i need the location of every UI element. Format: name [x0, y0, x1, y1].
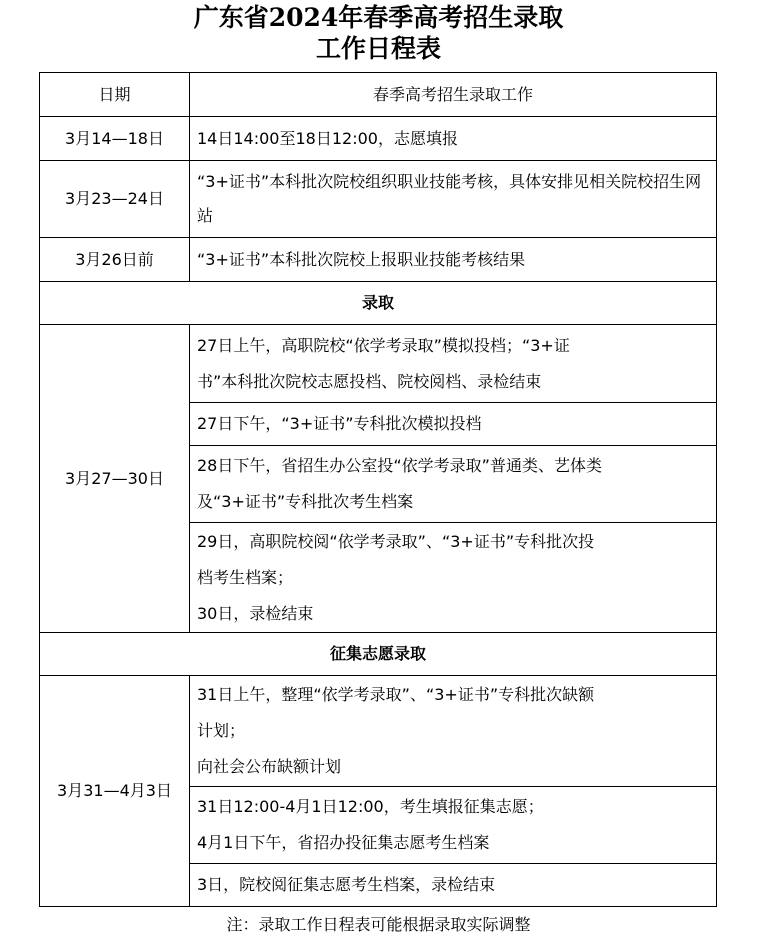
row-work — [190, 523, 717, 633]
row-work: 14日14:00至18日12:00，志愿填报 — [190, 117, 717, 161]
header-date: 日期 — [40, 73, 190, 117]
work-line: 29日，高职院校阅“依学考录取”、“3+证书”专科批次投 — [197, 531, 595, 551]
work-line: 3日，院校阅征集志愿考生档案，录检结束 — [197, 875, 496, 894]
work-line: 31日12:00-4月1日12:00，考生填报征集志愿； — [197, 797, 544, 816]
header-work: 春季高考招生录取工作 — [190, 73, 717, 117]
work-line: 4月1日下午，省招办投征集志愿考生档案 — [197, 833, 490, 852]
work-line: 31日上午，整理“依学考录取”、“3+证书”专科批次缺额 — [197, 685, 595, 704]
work-line: 书”本科批次院校志愿投档、院校阅档、录检结束 — [197, 371, 542, 391]
work-line: 30日，录检结束 — [197, 603, 314, 623]
work-line: 及“3+证书”专科批次考生档案 — [197, 492, 414, 511]
row-work — [190, 446, 717, 523]
page-title — [0, 0, 757, 64]
work-line: 27日上午，高职院校“依学考录取”模拟投档；“3+证 — [197, 335, 570, 355]
work-line: 档考生档案； — [197, 567, 294, 587]
section-title-supplement: 征集志愿录取 — [40, 633, 717, 676]
table-row — [40, 676, 717, 787]
schedule-table — [39, 72, 717, 907]
section-title-admission: 录取 — [40, 282, 717, 325]
work-line: 向社会公布缺额计划 — [197, 757, 342, 776]
row-work: “3+证书”本科批次院校组织职业技能考核，具体安排见相关院校招生网站 — [190, 161, 717, 238]
title-line-1: 广东省2024年春季高考招生录取 — [193, 3, 564, 32]
work-line: 28日下午，省招生办公室投“依学考录取”普通类、艺体类 — [197, 456, 602, 475]
table-row — [40, 325, 717, 403]
row-work — [190, 676, 717, 787]
title-line-2: 工作日程表 — [315, 34, 441, 63]
table-row — [40, 161, 717, 238]
row-date: 3月14—18日 — [40, 117, 190, 161]
row-date: 3月23—24日 — [40, 161, 190, 238]
row-work — [190, 403, 717, 446]
row-date: 3月31—4月3日 — [40, 676, 190, 907]
work-line: 27日下午，“3+证书”专科批次模拟投档 — [197, 414, 482, 433]
row-date: 3月27—30日 — [40, 325, 190, 633]
table-row — [40, 238, 717, 282]
row-work — [190, 864, 717, 907]
section-row — [40, 633, 717, 676]
section-row — [40, 282, 717, 325]
footnote: 注：录取工作日程表可能根据录取实际调整 — [226, 915, 531, 934]
table-row — [40, 117, 717, 161]
table-header-row — [40, 73, 717, 117]
work-line: 计划； — [197, 721, 246, 740]
row-date: 3月26日前 — [40, 238, 190, 282]
row-work — [190, 787, 717, 864]
row-work — [190, 325, 717, 403]
row-work: “3+证书”本科批次院校上报职业技能考核结果 — [190, 238, 717, 282]
